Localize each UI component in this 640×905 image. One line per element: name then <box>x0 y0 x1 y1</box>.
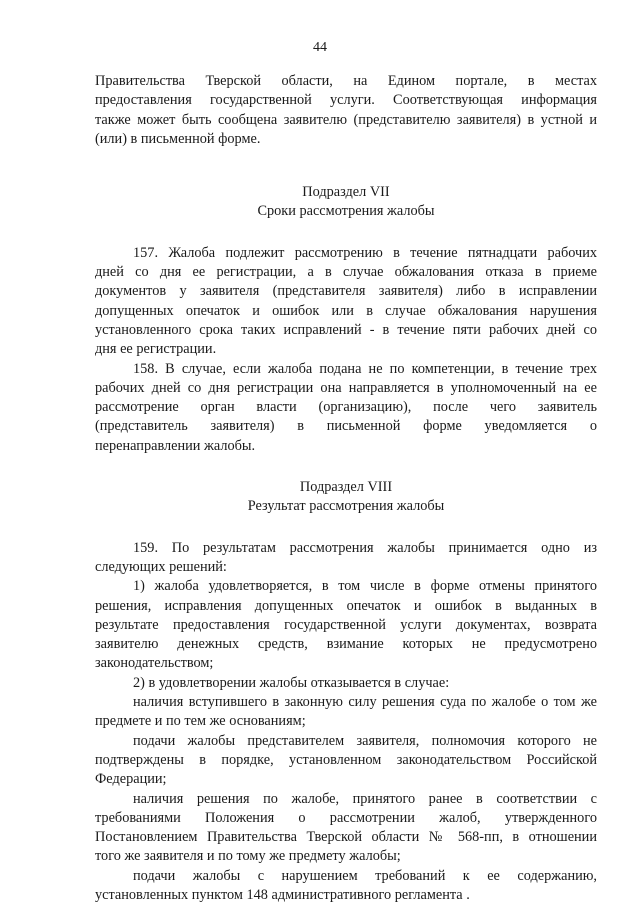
text-line: дня ее регистрации. <box>95 341 217 358</box>
text-line: рабочих дней со дня регистрации она направляется в уполномоченный на ее <box>95 379 597 396</box>
text-line: установленных пунктом 148 административного регламента . <box>95 886 470 903</box>
text-line: (представитель заявителя) в письменной форме уведомляется о <box>95 418 597 435</box>
text-line: подачи жалобы представителем заявителя, полномочия которого не <box>133 732 597 749</box>
intro-paragraph <box>95 72 597 149</box>
sub-item-1 <box>95 693 597 732</box>
text-line: предоставления государственной услуги. Соответствующая информация <box>95 92 597 109</box>
sub-item-4 <box>95 867 597 905</box>
text-line: Федерации; <box>95 771 167 788</box>
text-line: дней со дня ее регистрации, а в случае обжалования отказа в приеме <box>95 264 597 281</box>
paragraph-159 <box>95 539 597 578</box>
text-line: следующих решений: <box>95 558 227 575</box>
text-line: того же заявителя и по тому же предмету жалобы; <box>95 848 401 865</box>
section-title: Подраздел VII <box>302 184 390 201</box>
text-line: наличия вступившего в законную силу решения суда по жалобе о том же <box>133 694 597 711</box>
section-title: Подраздел VIII <box>299 479 393 496</box>
list-item-2 <box>95 674 597 693</box>
text-line: 2) в удовлетворении жалобы отказывается в случае: <box>133 674 450 691</box>
text-line: перенаправлении жалобы. <box>95 437 256 454</box>
page-number: 44 <box>313 40 327 55</box>
text-line: предмете и по тем же основаниям; <box>95 713 306 730</box>
text-line: решения, исправления допущенных опечаток и ошибок в выданных в <box>95 597 597 614</box>
text-line: документов у заявителя (представителя заявителя) либо в исправлении <box>95 283 597 300</box>
section-heading-7 <box>95 183 597 222</box>
text-line: результате предоставления государственной услуги документах, возврата <box>95 616 597 633</box>
sub-item-2 <box>95 732 597 790</box>
paragraph-157 <box>95 244 597 360</box>
text-line: требованиями Положения о рассмотрении жалоб, утвержденного <box>95 809 597 826</box>
text-line: Постановлением Правительства Тверской области № 568-пп, в отношении <box>95 829 597 846</box>
section-subtitle: Сроки рассмотрения жалобы <box>257 203 435 220</box>
text-line: 159. По результатам рассмотрения жалобы принимается одно из <box>133 539 597 556</box>
paragraph-158 <box>95 360 597 456</box>
section-subtitle: Результат рассмотрения жалобы <box>247 498 445 515</box>
sub-item-3 <box>95 790 597 867</box>
text-line: подачи жалобы с нарушением требований к ее содержанию, <box>133 867 597 884</box>
text-line: наличия решения по жалобе, принятого ранее в соответствии с <box>133 790 597 807</box>
document-body <box>95 72 597 905</box>
section-heading-8 <box>95 478 597 517</box>
text-line: установленного срока таких исправлений - в течение пяти рабочих дней со <box>95 321 597 338</box>
list-item-1 <box>95 577 597 673</box>
text-line: заявителю денежных средств, взимание которых не предусмотрено <box>95 636 597 653</box>
text-line: рассмотрение орган власти (организацию), после чего заявитель <box>95 399 597 416</box>
text-line: 1) жалоба удовлетворяется, в том числе в форме отмены принятого <box>133 578 597 595</box>
text-line: также может быть сообщена заявителю (представителю заявителя) в устной и <box>95 111 597 128</box>
text-line: законодательством; <box>95 655 214 672</box>
text-line: 157. Жалоба подлежит рассмотрению в течение пятнадцати рабочих <box>133 244 597 261</box>
text-line: 158. В случае, если жалоба подана не по компетенции, в течение трех <box>133 360 597 377</box>
text-line: (или) в письменной форме. <box>95 130 261 147</box>
text-line: Правительства Тверской области, на Едином портале, в местах <box>95 73 597 89</box>
text-line: допущенных опечаток и ошибок или в случае обжалования нарушения <box>95 302 597 319</box>
text-line: подтверждены в порядке, установленном законодательством Российской <box>95 751 597 768</box>
